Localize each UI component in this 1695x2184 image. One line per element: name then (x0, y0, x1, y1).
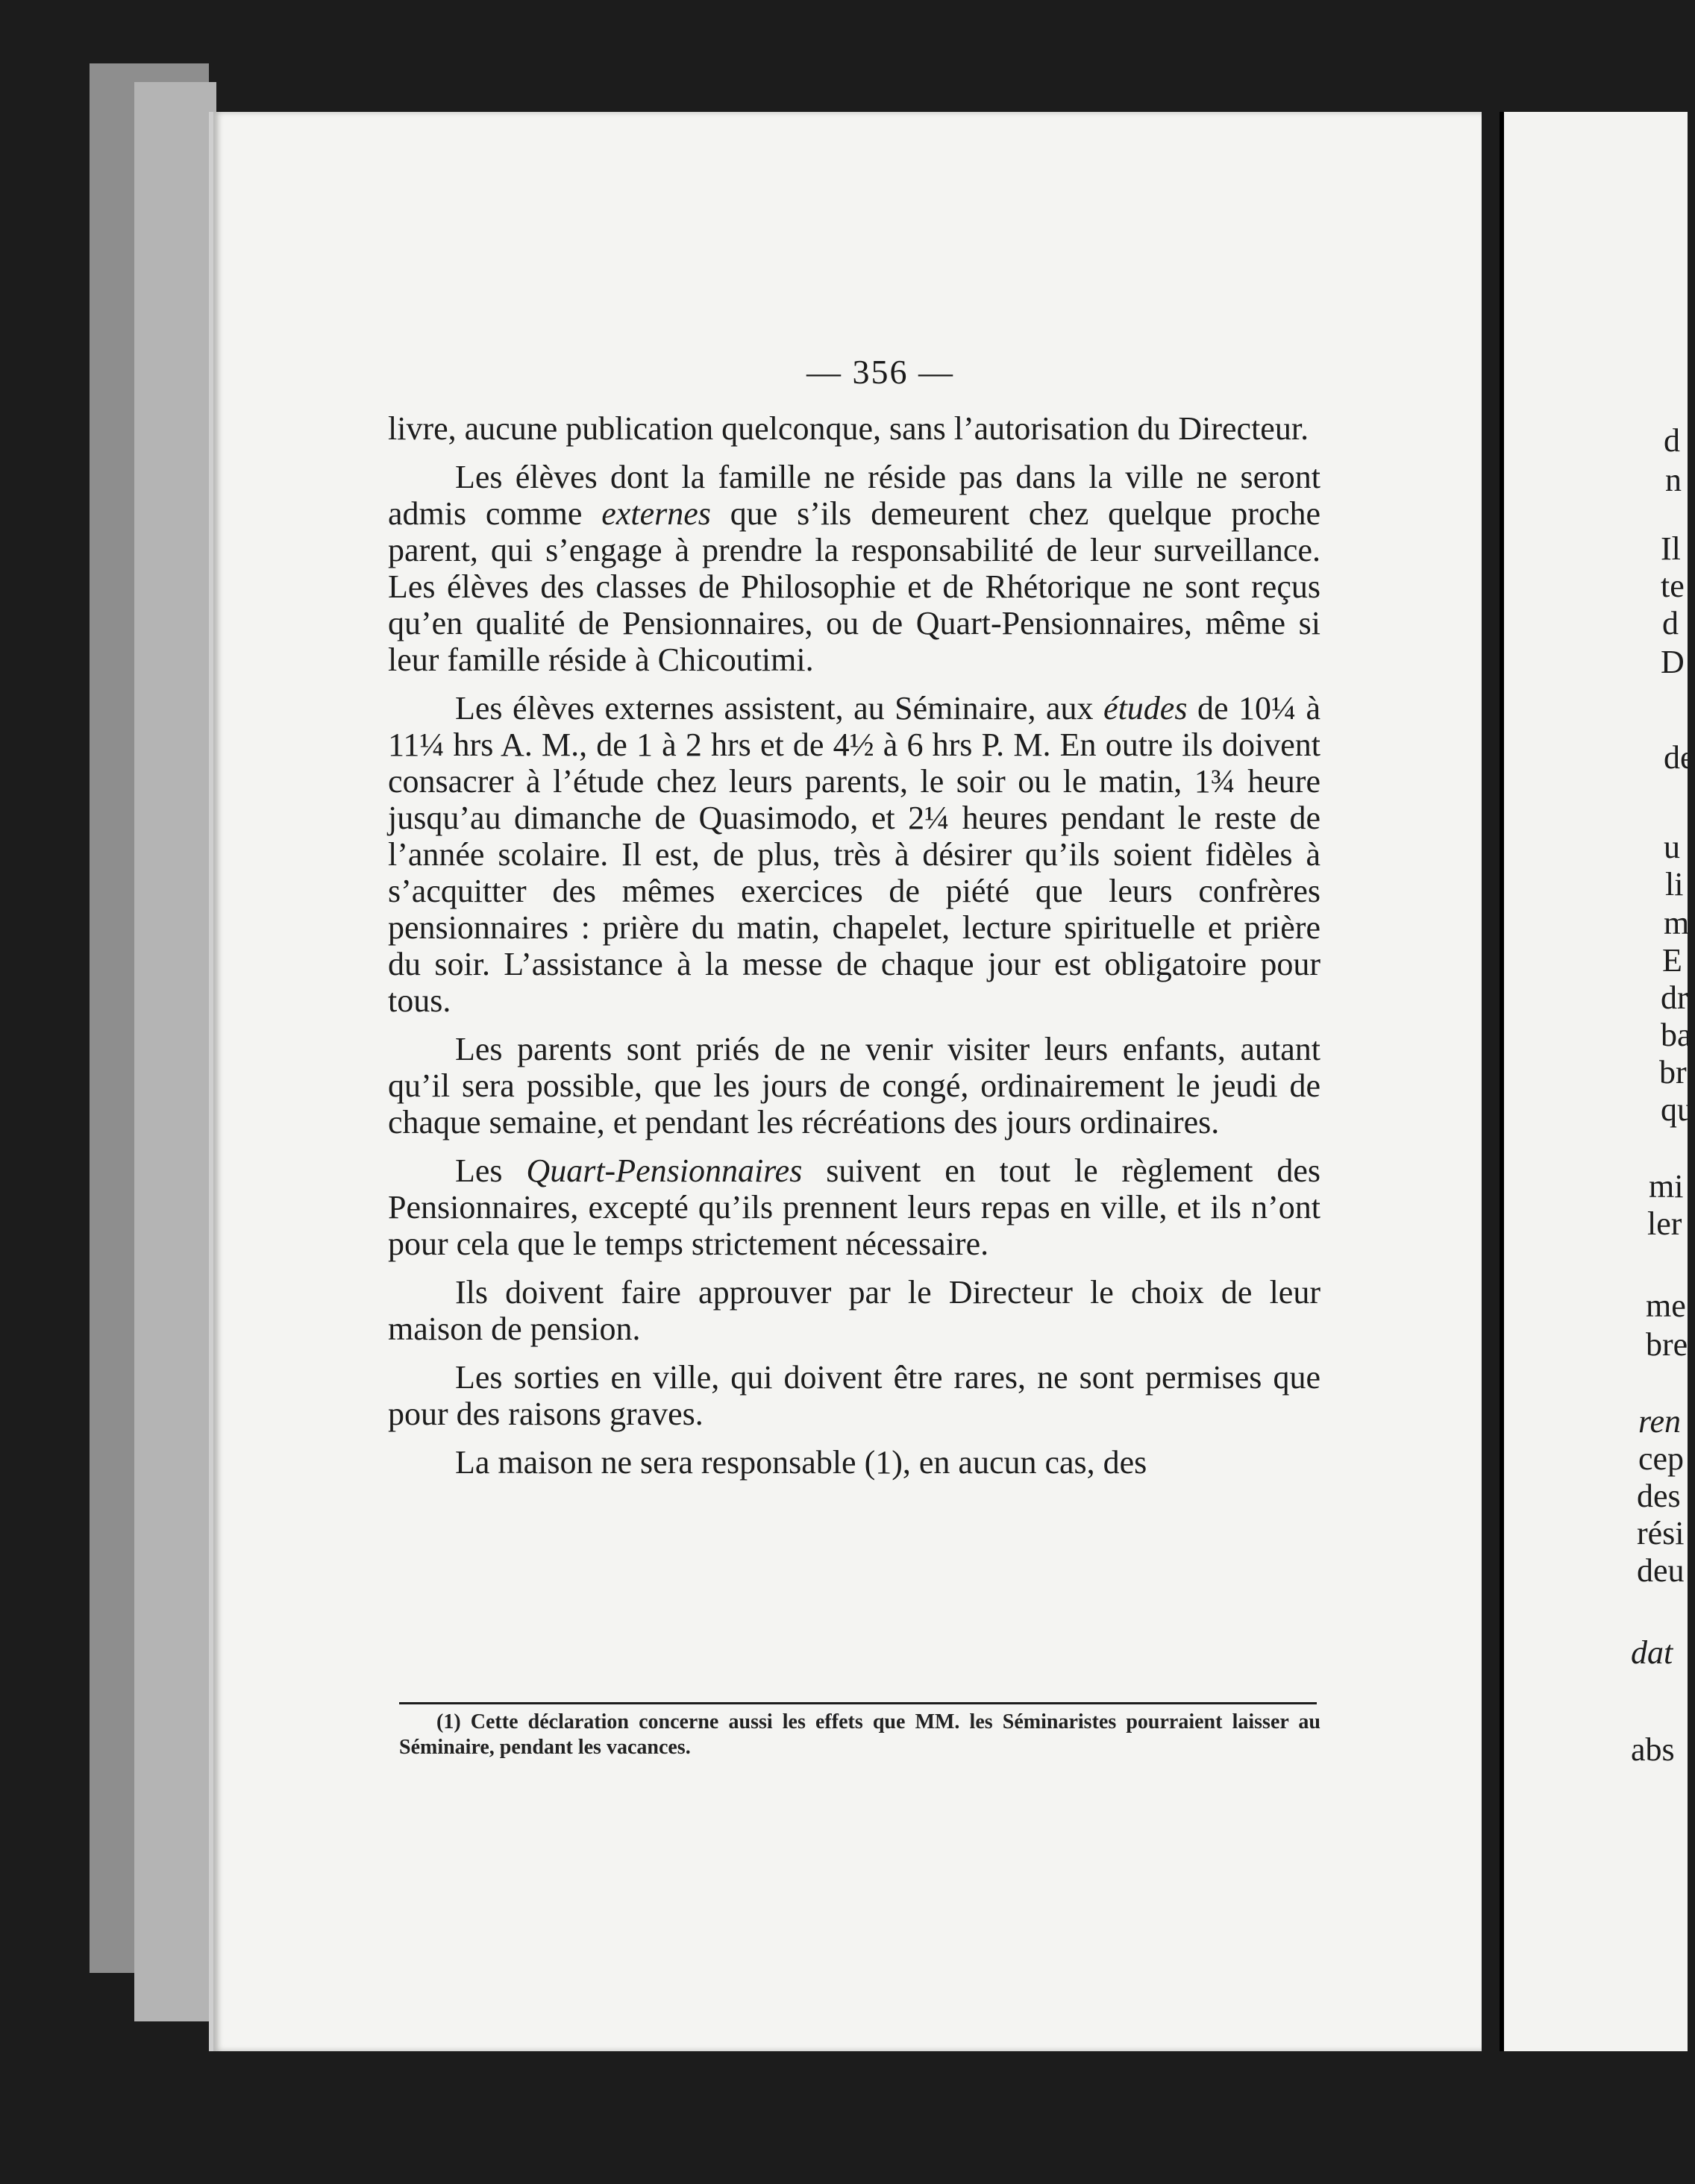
paragraph (388, 410, 1320, 447)
right-page-fragment: deu (1637, 1552, 1685, 1589)
right-page-fragment: D (1661, 644, 1685, 680)
footnote-divider (399, 1702, 1317, 1704)
right-page-fragment: rési (1637, 1515, 1685, 1551)
right-page-fragment: d (1662, 605, 1679, 641)
right-page-fragment: E (1662, 942, 1682, 979)
page-number: — 356 — (806, 353, 954, 391)
italic-term: externes (601, 495, 711, 532)
right-page-fragment: mi (1649, 1168, 1684, 1205)
paragraph-text: suivent en tout le règlement des Pensionnaires, excepté qu’ils prennent leurs repas en ville, et ils n’ont pour cela que le temps strictement nécessaire. (388, 1152, 1321, 1262)
right-page-fragment: br (1659, 1054, 1687, 1091)
right-page-fragment: dat (1631, 1634, 1673, 1671)
paragraph-text: Les sorties en ville, qui doivent être rares, ne sont permises que pour des raisons graves. (388, 1359, 1320, 1432)
right-page-fragment: ler (1647, 1205, 1682, 1242)
paragraph-text: de 10¼ à 11¼ hrs A. M., de 1 à 2 hrs et de 4½ à 6 hrs P. M. En outre ils doivent consacrer à l’étude chez leurs parents, le soir ou le matin, 1¾ heure jusqu’au dimanche de Quasimodo, et 2¼ heures pendant le reste de l’année scolaire. Il est, de plus, très à désirer qu’ils soient fidèles à s’acquitter des mêmes exercices de piété que leurs confrères pensionnaires : prière du matin, chapelet, lecture spirituelle et prière du soir. L’assistance à la messe de chaque jour est obligatoire pour tous. (388, 690, 1320, 1019)
right-page-fragment: n (1665, 462, 1682, 498)
paragraph (388, 1274, 1320, 1347)
right-page-fragment: ba (1661, 1017, 1692, 1053)
paragraph (388, 1444, 1320, 1481)
paragraph (388, 1031, 1320, 1140)
page-body (388, 410, 1320, 1493)
page-edge-stack-inner (134, 82, 216, 2021)
right-page-fragment: me (1646, 1287, 1686, 1324)
paragraph-text: Les (455, 1152, 527, 1189)
right-page-fragment: abs (1631, 1731, 1675, 1768)
paragraph (388, 1359, 1320, 1432)
paragraph-text: Ils doivent faire approuver par le Directeur le choix de leur maison de pension. (388, 1274, 1320, 1347)
right-page-fragment: de (1664, 739, 1695, 776)
right-page-fragment: bre (1646, 1326, 1688, 1363)
paragraph-text: livre, aucune publication quelconque, sans l’autorisation du Directeur. (388, 410, 1309, 447)
right-page-fragment: li (1665, 866, 1684, 903)
footnote: (1) Cette déclaration concerne aussi les effets que MM. les Séminaristes pourraient laisser au Séminaire, pendant les vacances. (399, 1710, 1320, 1759)
paragraph-text: que s’ils demeurent chez quelque proche parent, qui s’engage à prendre la responsabilité de leur surveillance. Les élèves des classes de Philosophie et de Rhétorique ne sont reçus qu’en qualité de Pensionnaires, ou de Quart-Pensionnaires, même si leur famille réside à Chicoutimi. (388, 495, 1321, 678)
right-page-fragment: des (1637, 1478, 1681, 1514)
right-page-fragment: dr (1661, 979, 1688, 1016)
right-page-fragment: ren (1638, 1403, 1682, 1440)
paragraph (388, 1152, 1320, 1262)
paragraph-text: Les élèves dont la famille ne réside pas dans la ville ne seront admis comme (388, 459, 1320, 532)
italic-term: Quart-Pensionnaires (526, 1152, 803, 1189)
right-page-fragment: qu (1661, 1091, 1694, 1128)
right-page-fragment: m (1664, 905, 1690, 941)
right-page-fragment: Il (1661, 530, 1681, 567)
paragraph-text: Les élèves externes assistent, au Séminaire, aux (455, 690, 1104, 727)
paragraph (388, 690, 1320, 1019)
right-page-fragment: te (1661, 568, 1685, 604)
paragraph (388, 459, 1320, 678)
paragraph-text: Les parents sont priés de ne venir visiter leurs enfants, autant qu’il sera possible, que les jours de congé, ordinairement le jeudi de chaque semaine, et pendant les récréations des jours ordinaires. (388, 1031, 1320, 1140)
right-page-fragment: cep (1638, 1440, 1685, 1477)
paragraph-text: La maison ne sera responsable (1), en aucun cas, des (455, 1444, 1147, 1481)
right-page-fragment: d (1664, 422, 1680, 459)
italic-term: études (1103, 690, 1188, 727)
right-page-fragment: u (1664, 829, 1680, 865)
